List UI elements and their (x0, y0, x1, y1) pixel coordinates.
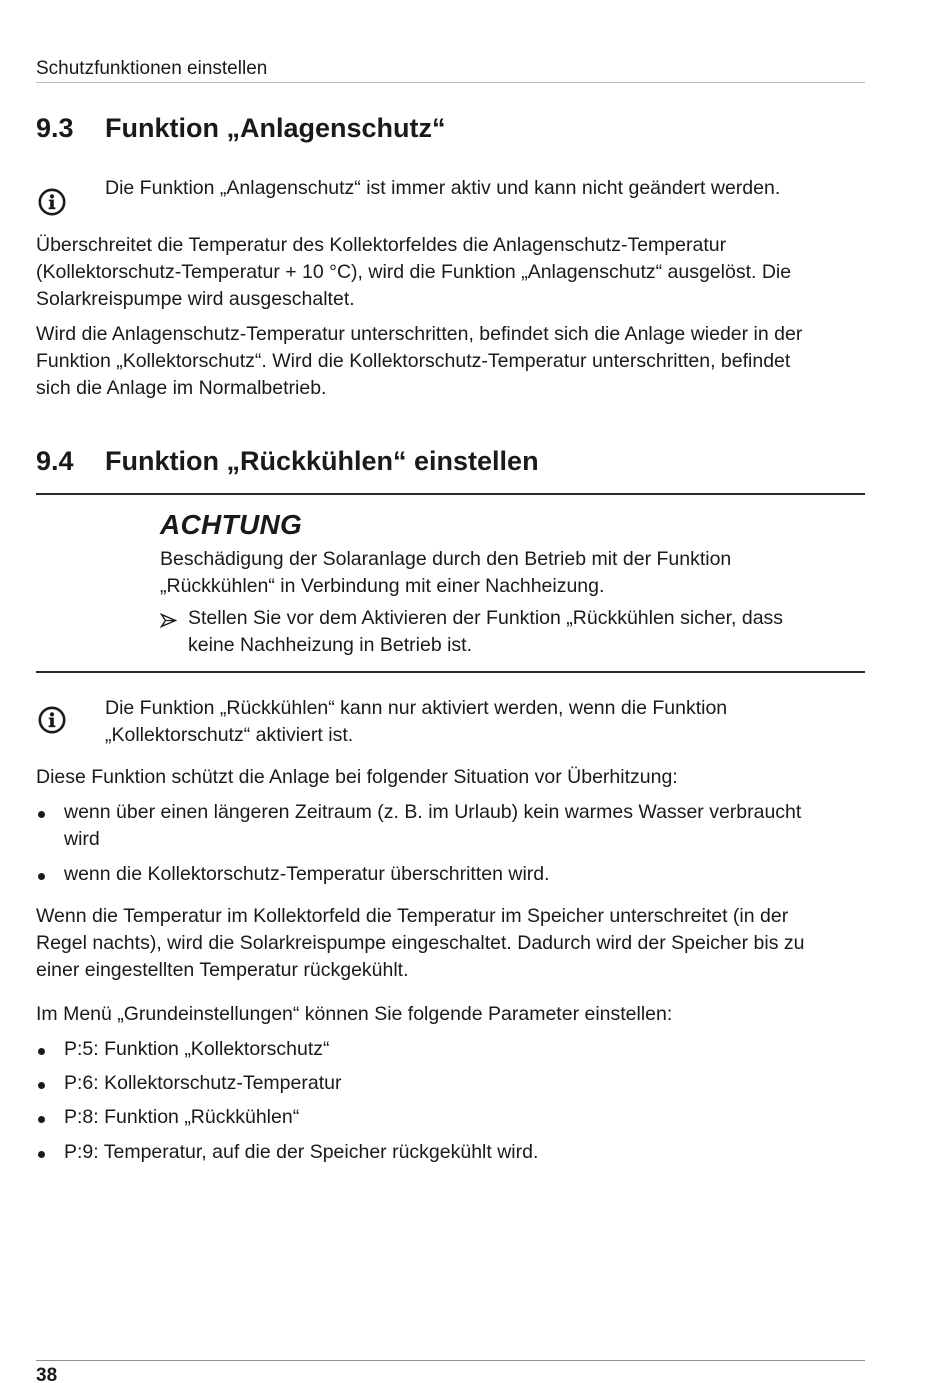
bullet-icon (38, 1082, 45, 1089)
bullet-icon (38, 873, 45, 880)
list-item-line: wenn über einen längeren Zeitraum (z. B. im Urlaub) kein warmes Wasser verbraucht (64, 801, 802, 823)
parameter-item-p9: P:9: Temperatur, auf die der Speicher rückgekühlt wird. (64, 1141, 539, 1163)
bullet-icon (38, 1151, 45, 1158)
paragraph-line: sich die Anlage im Normalbetrieb. (36, 377, 327, 399)
paragraph-line: Regel nachts), wird die Solarkreispumpe eingeschaltet. Dadurch wird der Speicher bis zu (36, 932, 805, 954)
bullet-icon (38, 1116, 45, 1123)
paragraph-anlagenschutz-reset (36, 321, 802, 402)
bullet-icon (38, 811, 45, 818)
paragraph-line: Wenn die Temperatur im Kollektorfeld die Temperatur im Speicher unterschreitet (in der (36, 905, 789, 927)
paragraph-line: Wird die Anlagenschutz-Temperatur unterschritten, befindet sich die Anlage wieder in der (36, 323, 803, 345)
paragraph-line: Solarkreispumpe wird ausgeschaltet. (36, 288, 355, 310)
paragraph-line: (Kollektorschutz-Temperatur + 10 °C), wird die Funktion „Anlagenschutz“ ausgelöst. Die (36, 261, 792, 283)
paragraph-rueckkuehlen-behaviour (36, 903, 804, 984)
section-9-4-number: 9.4 (36, 446, 74, 476)
info-icon (38, 706, 66, 734)
footer-divider (36, 1360, 865, 1361)
paragraph-line: einer eingestellten Temperatur rückgekühlt. (36, 959, 409, 981)
info-note-line: Die Funktion „Rückkühlen“ kann nur aktiviert werden, wenn die Funktion (105, 697, 728, 719)
section-9-3-number: 9.3 (36, 113, 74, 143)
list-item-line: wird (64, 828, 100, 850)
section-9-4-title: Funktion „Rückkühlen“ einstellen (105, 446, 539, 476)
warning-bottom-rule (36, 671, 865, 673)
bullet-icon (38, 1048, 45, 1055)
info-note-rueckkuehlen (105, 695, 727, 749)
warning-top-rule (36, 493, 865, 495)
warning-action-line: keine Nachheizung in Betrieb ist. (188, 634, 472, 656)
situations-intro: Diese Funktion schützt die Anlage bei folgender Situation vor Überhitzung: (36, 766, 678, 788)
menu-intro: Im Menü „Grundeinstellungen“ können Sie folgende Parameter einstellen: (36, 1003, 673, 1025)
running-header: Schutzfunktionen einstellen (36, 58, 268, 79)
paragraph-line: Funktion „Kollektorschutz“. Wird die Kollektorschutz-Temperatur unterschritten, befindet (36, 350, 791, 372)
page-number: 38 (36, 1365, 58, 1383)
info-note-anlagenschutz: Die Funktion „Anlagenschutz“ ist immer aktiv und kann nicht geändert werden. (105, 177, 781, 199)
parameter-item-p5: P:5: Funktion „Kollektorschutz“ (64, 1038, 330, 1060)
info-icon (38, 188, 66, 216)
list-item (64, 799, 801, 853)
warning-line: Beschädigung der Solaranlage durch den Betrieb mit der Funktion (160, 548, 732, 570)
parameter-item-p6: P:6: Kollektorschutz-Temperatur (64, 1072, 342, 1094)
paragraph-anlagenschutz-trigger (36, 232, 791, 313)
warning-line: „Rückkühlen“ in Verbindung mit einer Nachheizung. (160, 575, 605, 597)
parameter-item-p8: P:8: Funktion „Rückkühlen“ (64, 1106, 300, 1128)
warning-label: ACHTUNG (160, 509, 303, 540)
arrow-bullet-icon (160, 613, 177, 628)
header-divider (36, 82, 865, 83)
warning-action-line: Stellen Sie vor dem Aktivieren der Funktion „Rückkühlen sicher, dass (188, 607, 784, 629)
warning-text (160, 546, 731, 600)
paragraph-line: Überschreitet die Temperatur des Kollektorfeldes die Anlagenschutz-Temperatur (36, 234, 727, 256)
section-9-3-title: Funktion „Anlagenschutz“ (105, 113, 446, 143)
info-note-line: „Kollektorschutz“ aktiviert ist. (105, 724, 354, 746)
list-item: wenn die Kollektorschutz-Temperatur überschritten wird. (64, 863, 550, 885)
warning-action (188, 605, 783, 659)
